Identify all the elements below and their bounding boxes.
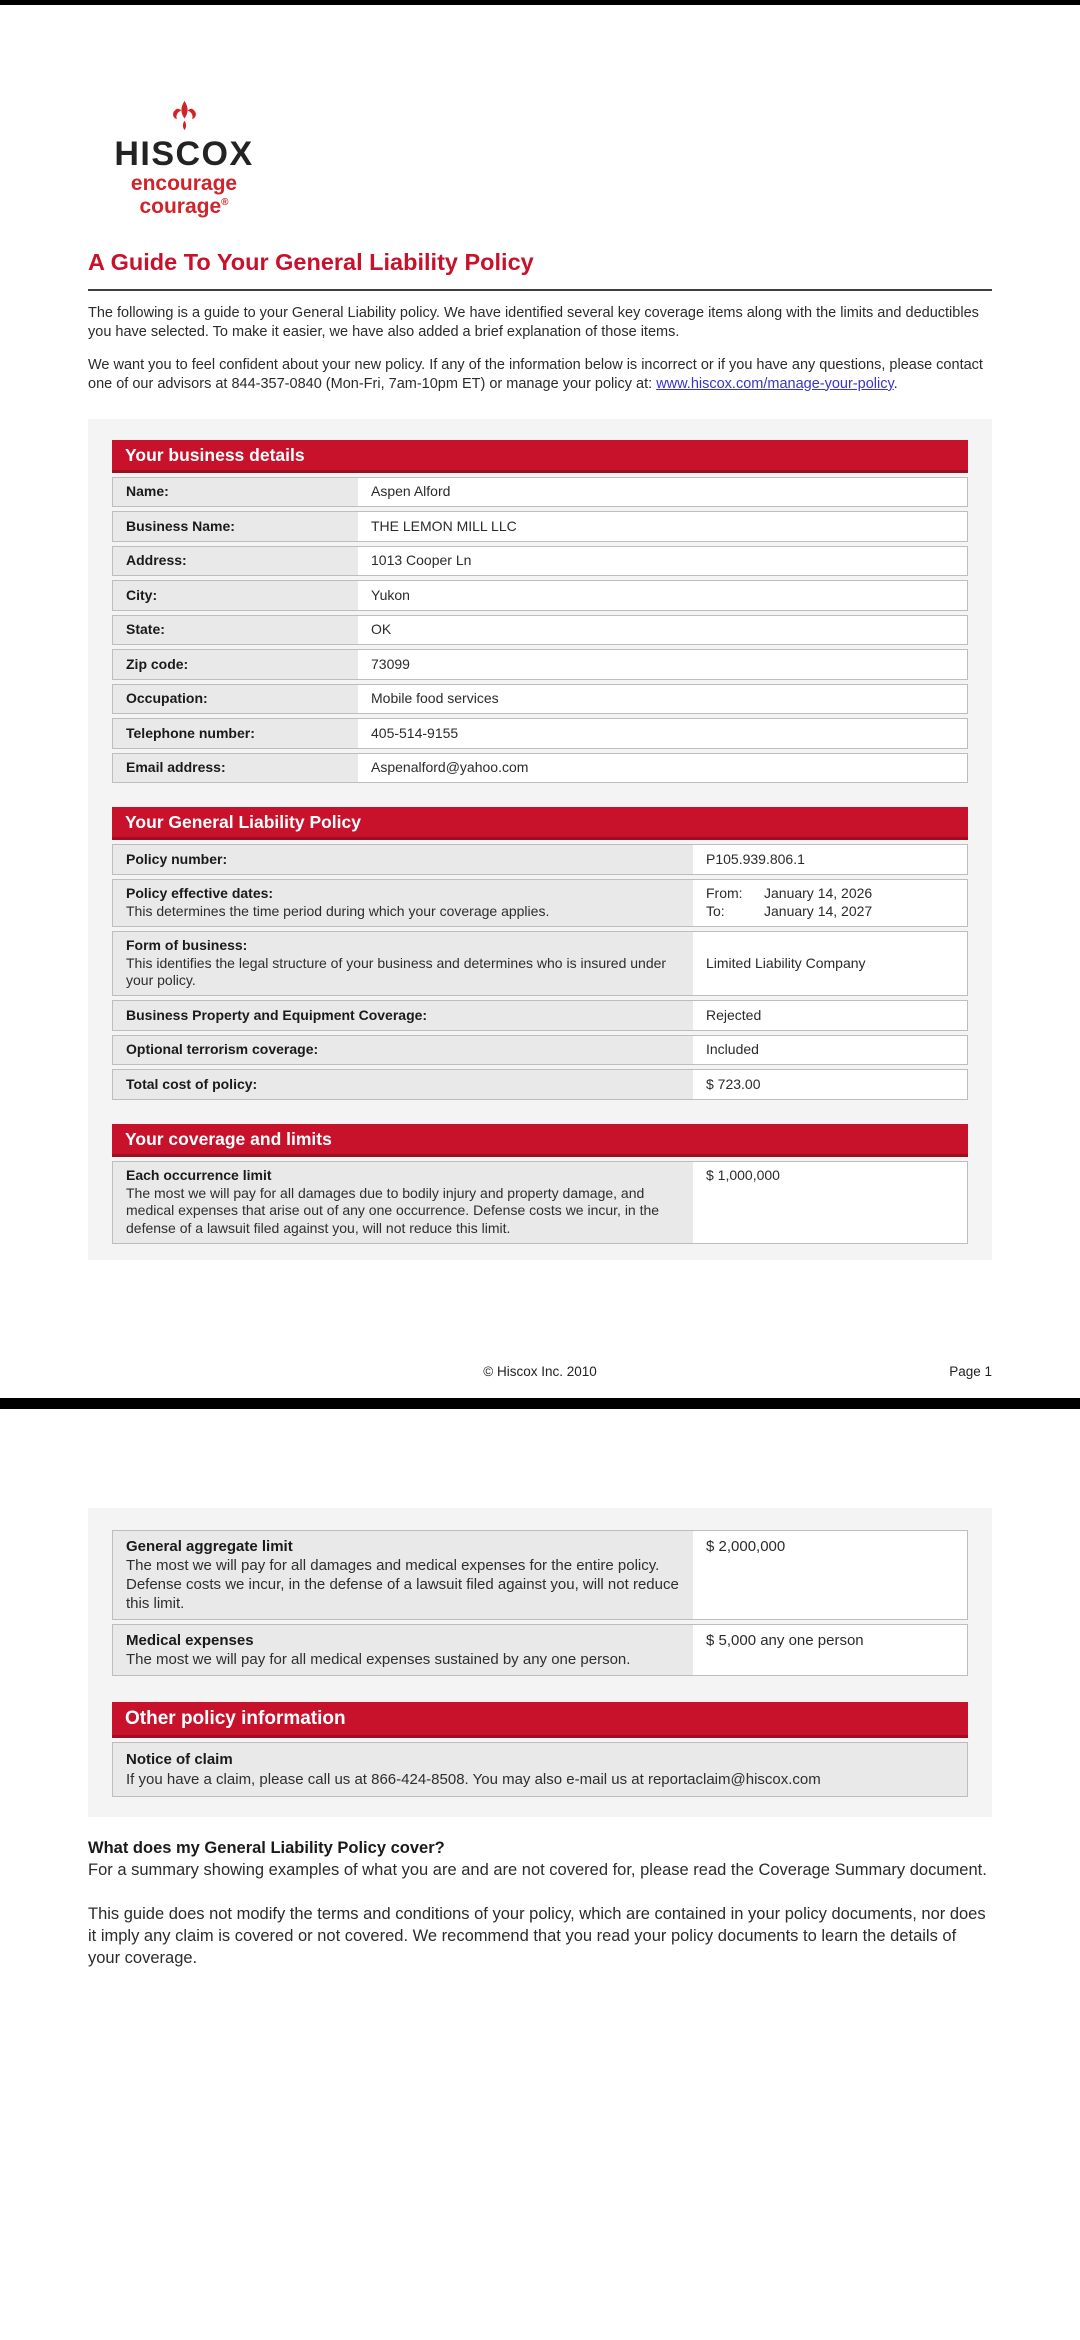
row-value: Aspenalford@yahoo.com	[371, 759, 529, 776]
row-value: THE LEMON MILL LLC	[371, 517, 517, 534]
policy-section	[112, 807, 968, 1100]
logo-tagline: encourage courage®	[130, 172, 238, 219]
table-row-name	[112, 477, 968, 508]
notice-text: If you have a claim, please call us at 866-424-8508. You may also e-mail us at reportaclaim@hiscox.com	[126, 1770, 821, 1788]
row-label: General aggregate limit The most we will pay for all damages and medical expenses for the entire policy. Defense costs we incur, in the defense of a lawsuit filed against you, will not reduce this limit.	[113, 1531, 697, 1619]
document-title: A Guide To Your General Liability Policy	[88, 248, 534, 275]
page-separator-bar	[0, 1398, 1080, 1409]
row-label: Business Property and Equipment Coverage:	[113, 1001, 697, 1030]
fleur-de-lis-icon	[168, 100, 201, 136]
page-1	[88, 100, 992, 1260]
footer-copyright: © Hiscox Inc. 2010	[483, 1364, 597, 1379]
coverage-limits-section	[112, 1124, 968, 1244]
row-value: Yukon	[371, 586, 410, 603]
row-value: 1013 Cooper Ln	[371, 552, 472, 569]
logo-wordmark: HISCOX	[114, 135, 254, 173]
intro-paragraph-1: The following is a guide to your General Liability policy. We have identified several key coverage items along with the limits and deductibles you have selected. To make it easier, we have also added a brief explanation of those items.	[88, 304, 979, 340]
manage-policy-link[interactable]: www.hiscox.com/manage-your-policy	[656, 375, 894, 392]
disclaimer-text: This guide does not modify the terms and conditions of your policy, which are contained in your policy documents, nor does it imply any claim is covered or not covered. We recommend that you read your policy documents to learn the details of your coverage.	[88, 1905, 986, 1967]
row-label: Total cost of policy:	[113, 1070, 697, 1099]
row-value: 405-514-9155	[371, 724, 459, 741]
top-page-edge	[0, 0, 1080, 5]
notice-of-claim-row	[112, 1742, 968, 1797]
row-value: Aspen Alford	[371, 483, 451, 500]
row-label: Email address:	[113, 754, 362, 783]
row-value: Included	[706, 1041, 759, 1058]
title-rule	[88, 289, 992, 291]
page1-tables-container	[88, 419, 992, 1260]
table-row-occupation	[112, 684, 968, 715]
row-label: Name:	[113, 478, 362, 507]
row-label: Medical expenses The most we will pay for all medical expenses sustained by any one person.	[113, 1625, 697, 1675]
table-row-city	[112, 580, 968, 611]
row-label: Occupation:	[113, 685, 362, 714]
row-label: City:	[113, 581, 362, 610]
row-value: Mobile food services	[371, 690, 499, 707]
row-label: Address:	[113, 547, 362, 576]
business-details-section	[112, 440, 968, 784]
row-label: State:	[113, 616, 362, 645]
intro-paragraph-2: We want you to feel confident about your new policy. If any of the information below is incorrect or if you have any questions, please contact one of our advisors at 844-357-0840 (Mon-Fri, 7am-10pm ET) or manage your policy at: www.hiscox.com/manage-your-policy.	[88, 356, 983, 392]
table-row-address	[112, 546, 968, 577]
row-label: Optional terrorism coverage:	[113, 1036, 697, 1065]
table-row-medical-expenses	[112, 1624, 968, 1676]
notice-title: Notice of claim	[126, 1751, 233, 1768]
row-value: 73099	[371, 655, 410, 672]
date-to-value: January 14, 2027	[764, 902, 873, 919]
table-row-business-name	[112, 511, 968, 542]
row-value: $ 5,000 any one person	[706, 1632, 864, 1649]
table-row-zip	[112, 649, 968, 680]
table-row-terrorism-coverage	[112, 1035, 968, 1066]
business-details-header: Your business details	[112, 440, 968, 473]
table-row-telephone	[112, 718, 968, 749]
coverage-limits-header: Your coverage and limits	[112, 1124, 968, 1157]
row-label: Business Name:	[113, 512, 362, 541]
date-from-value: January 14, 2026	[764, 885, 873, 902]
date-from-label: From:	[706, 885, 743, 902]
footer-page-number: Page 1	[949, 1364, 992, 1379]
table-row-property-coverage	[112, 1000, 968, 1031]
row-value: Limited Liability Company	[706, 954, 866, 971]
hiscox-logo	[88, 100, 280, 219]
page2-tables-container	[88, 1508, 992, 1817]
row-label: Each occurrence limit The most we will pay for all damages due to bodily injury and property damage, and medical expenses that arise out of any one occurrence. Defense costs we incur, in the defense of a lawsuit filed against you, will not reduce this limit.	[113, 1162, 697, 1243]
table-row-total-cost	[112, 1069, 968, 1100]
qa-text: For a summary showing examples of what you are and are not covered for, please read the Coverage Summary document.	[88, 1861, 987, 1879]
date-to-label: To:	[706, 902, 725, 919]
row-label: Telephone number:	[113, 719, 362, 748]
row-label: Policy number:	[113, 845, 697, 874]
table-row-policy-number	[112, 844, 968, 875]
table-row-form-of-business	[112, 931, 968, 997]
row-value: OK	[371, 621, 392, 638]
row-value-dates	[697, 880, 967, 926]
row-value: $ 1,000,000	[706, 1167, 780, 1184]
row-label: Zip code:	[113, 650, 362, 679]
table-row-state	[112, 615, 968, 646]
registered-mark: ®	[221, 197, 229, 209]
row-label: Policy effective dates: This determines the time period during which your coverage applies.	[113, 880, 697, 926]
table-row-general-aggregate	[112, 1530, 968, 1620]
table-row-effective-dates	[112, 879, 968, 927]
row-value: P105.939.806.1	[706, 850, 805, 867]
row-value: $ 2,000,000	[706, 1538, 786, 1555]
row-label: Form of business: This identifies the legal structure of your business and determines who is insured under your policy.	[113, 932, 697, 996]
table-row-each-occurrence	[112, 1161, 968, 1244]
other-policy-header: Other policy information	[112, 1702, 968, 1738]
row-value: $ 723.00	[706, 1075, 761, 1092]
table-row-email	[112, 753, 968, 784]
policy-header: Your General Liability Policy	[112, 807, 968, 840]
qa-heading: What does my General Liability Policy cover?	[88, 1839, 445, 1857]
page-2	[88, 1508, 992, 1969]
page1-footer	[88, 1364, 992, 1379]
row-value: Rejected	[706, 1006, 762, 1023]
